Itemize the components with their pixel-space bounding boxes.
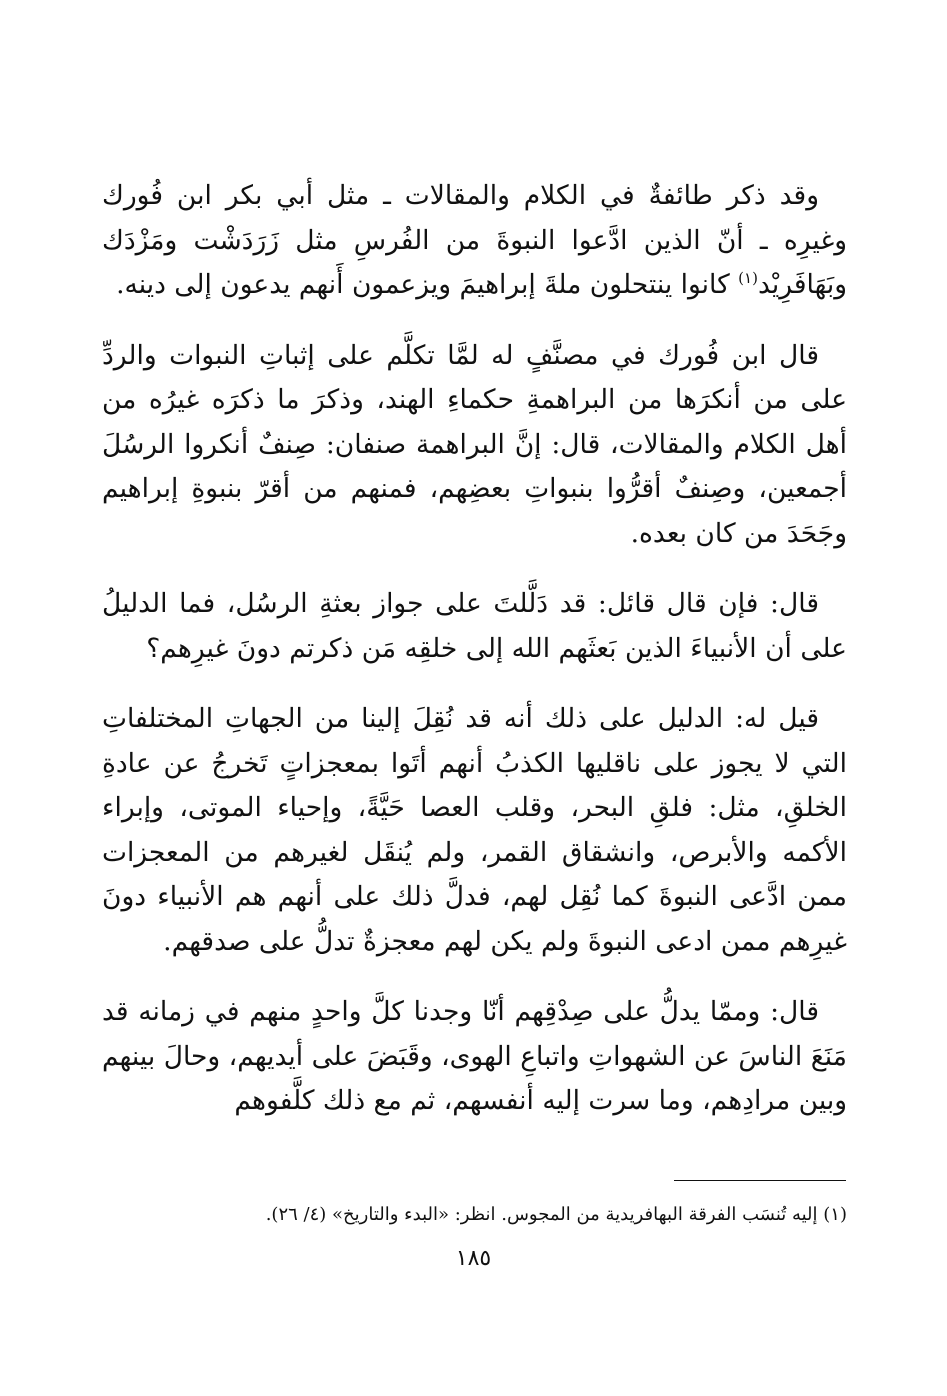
footnote: (١) إليه تُنسَب الفرقة البهافريدية من المجوس. انظر: «البدء والتاريخ» (٤/ ٢٦). [265,1204,847,1225]
paragraph-4-text: قيل له: الدليل على ذلك أنه قد نُقِلَ إلينا من الجهاتِ المختلفاتِ التي لا يجوز على ناقليها الكذبُ أنهم أتَوا بمعجزاتٍ تَخرجُ عن عادةِ الخلقِ، مثل: فلقِ البحر، وقلب العصا حَيَّةً، وإحياء الموتى، وإبراء الأكمه والأبرص، وانشقاق القمر، ولم يُنقَل لغيرهم من المعجزات ممن ادَّعى النبوةَ كما نُقِل لهم، فدلَّ ذلك على أنهم هم الأنبياء دونَ غيرِهم ممن ادعى النبوةَ ولم يكن لهم معجزةٌ تدلُّ على صدقهم. [102,703,847,957]
footnote-separator [674,1180,846,1181]
page-number: ١٨٥ [455,1246,492,1271]
paragraph-1-text: وقد ذكر طائفةٌ في الكلام والمقالات ـ مثل أبي بكر ابن فُورك وغيرِه ـ أنّ الذين ادَّعوا النبوةَ من الفُرسِ مثل زَرَدَشْت ومَزْدَك وبَهَافَرِيْد [102,180,847,300]
paragraph-3-text: قال: فإن قال قائل: قد دَلَّلتَ على جواز بعثةِ الرسُل، فما الدليلُ على أن الأنبياءَ الذين بَعثَهم الله إلى خلقِه مَن ذكرتم دونَ غيرِهم؟ [102,588,847,664]
paragraph-3 [102,582,847,671]
main-text [102,174,847,1150]
paragraph-2-text: قال ابن فُورك في مصنَّفٍ له لمَّا تكلَّم على إثباتِ النبوات والردِّ على من أنكرَها من البراهمةِ حكماءِ الهند، وذكرَ ما ذكرَه غيرُه من أهل الكلام والمقالات، قال: إنَّ البراهمة صنفان: صِنفٌ أنكروا الرسُلَ أجمعين، وصِنفٌ أقرُّوا بنبواتِ بعضِهم، فمنهم من أقرّ بنبوةِ إبراهيم وجَحَدَ من كان بعده. [102,339,847,549]
paragraph-5 [102,990,847,1124]
paragraph-4 [102,697,847,964]
paragraph-2 [102,334,847,557]
paragraph-1 [102,174,847,308]
paragraph-1-continuation: كانوا ينتحلون ملةَ إبراهيمَ ويزعمون أَنهم يدعون إلى دينه. [116,269,730,300]
footnote-reference: (١) [738,269,758,288]
paragraph-5-text: قال: وممّا يدلُّ على صِدْقِهم أنّا وجدنا كلَّ واحدٍ منهم في زمانه قد مَنَعَ الناسَ عن الشهواتِ واتباعِ الهوى، وقَبَضَ على أيديهم، وحالَ بينهم وبين مرادِهم، وما سرت إليه أنفسهم، ثم مع ذلك كلَّفوهم [102,996,847,1116]
